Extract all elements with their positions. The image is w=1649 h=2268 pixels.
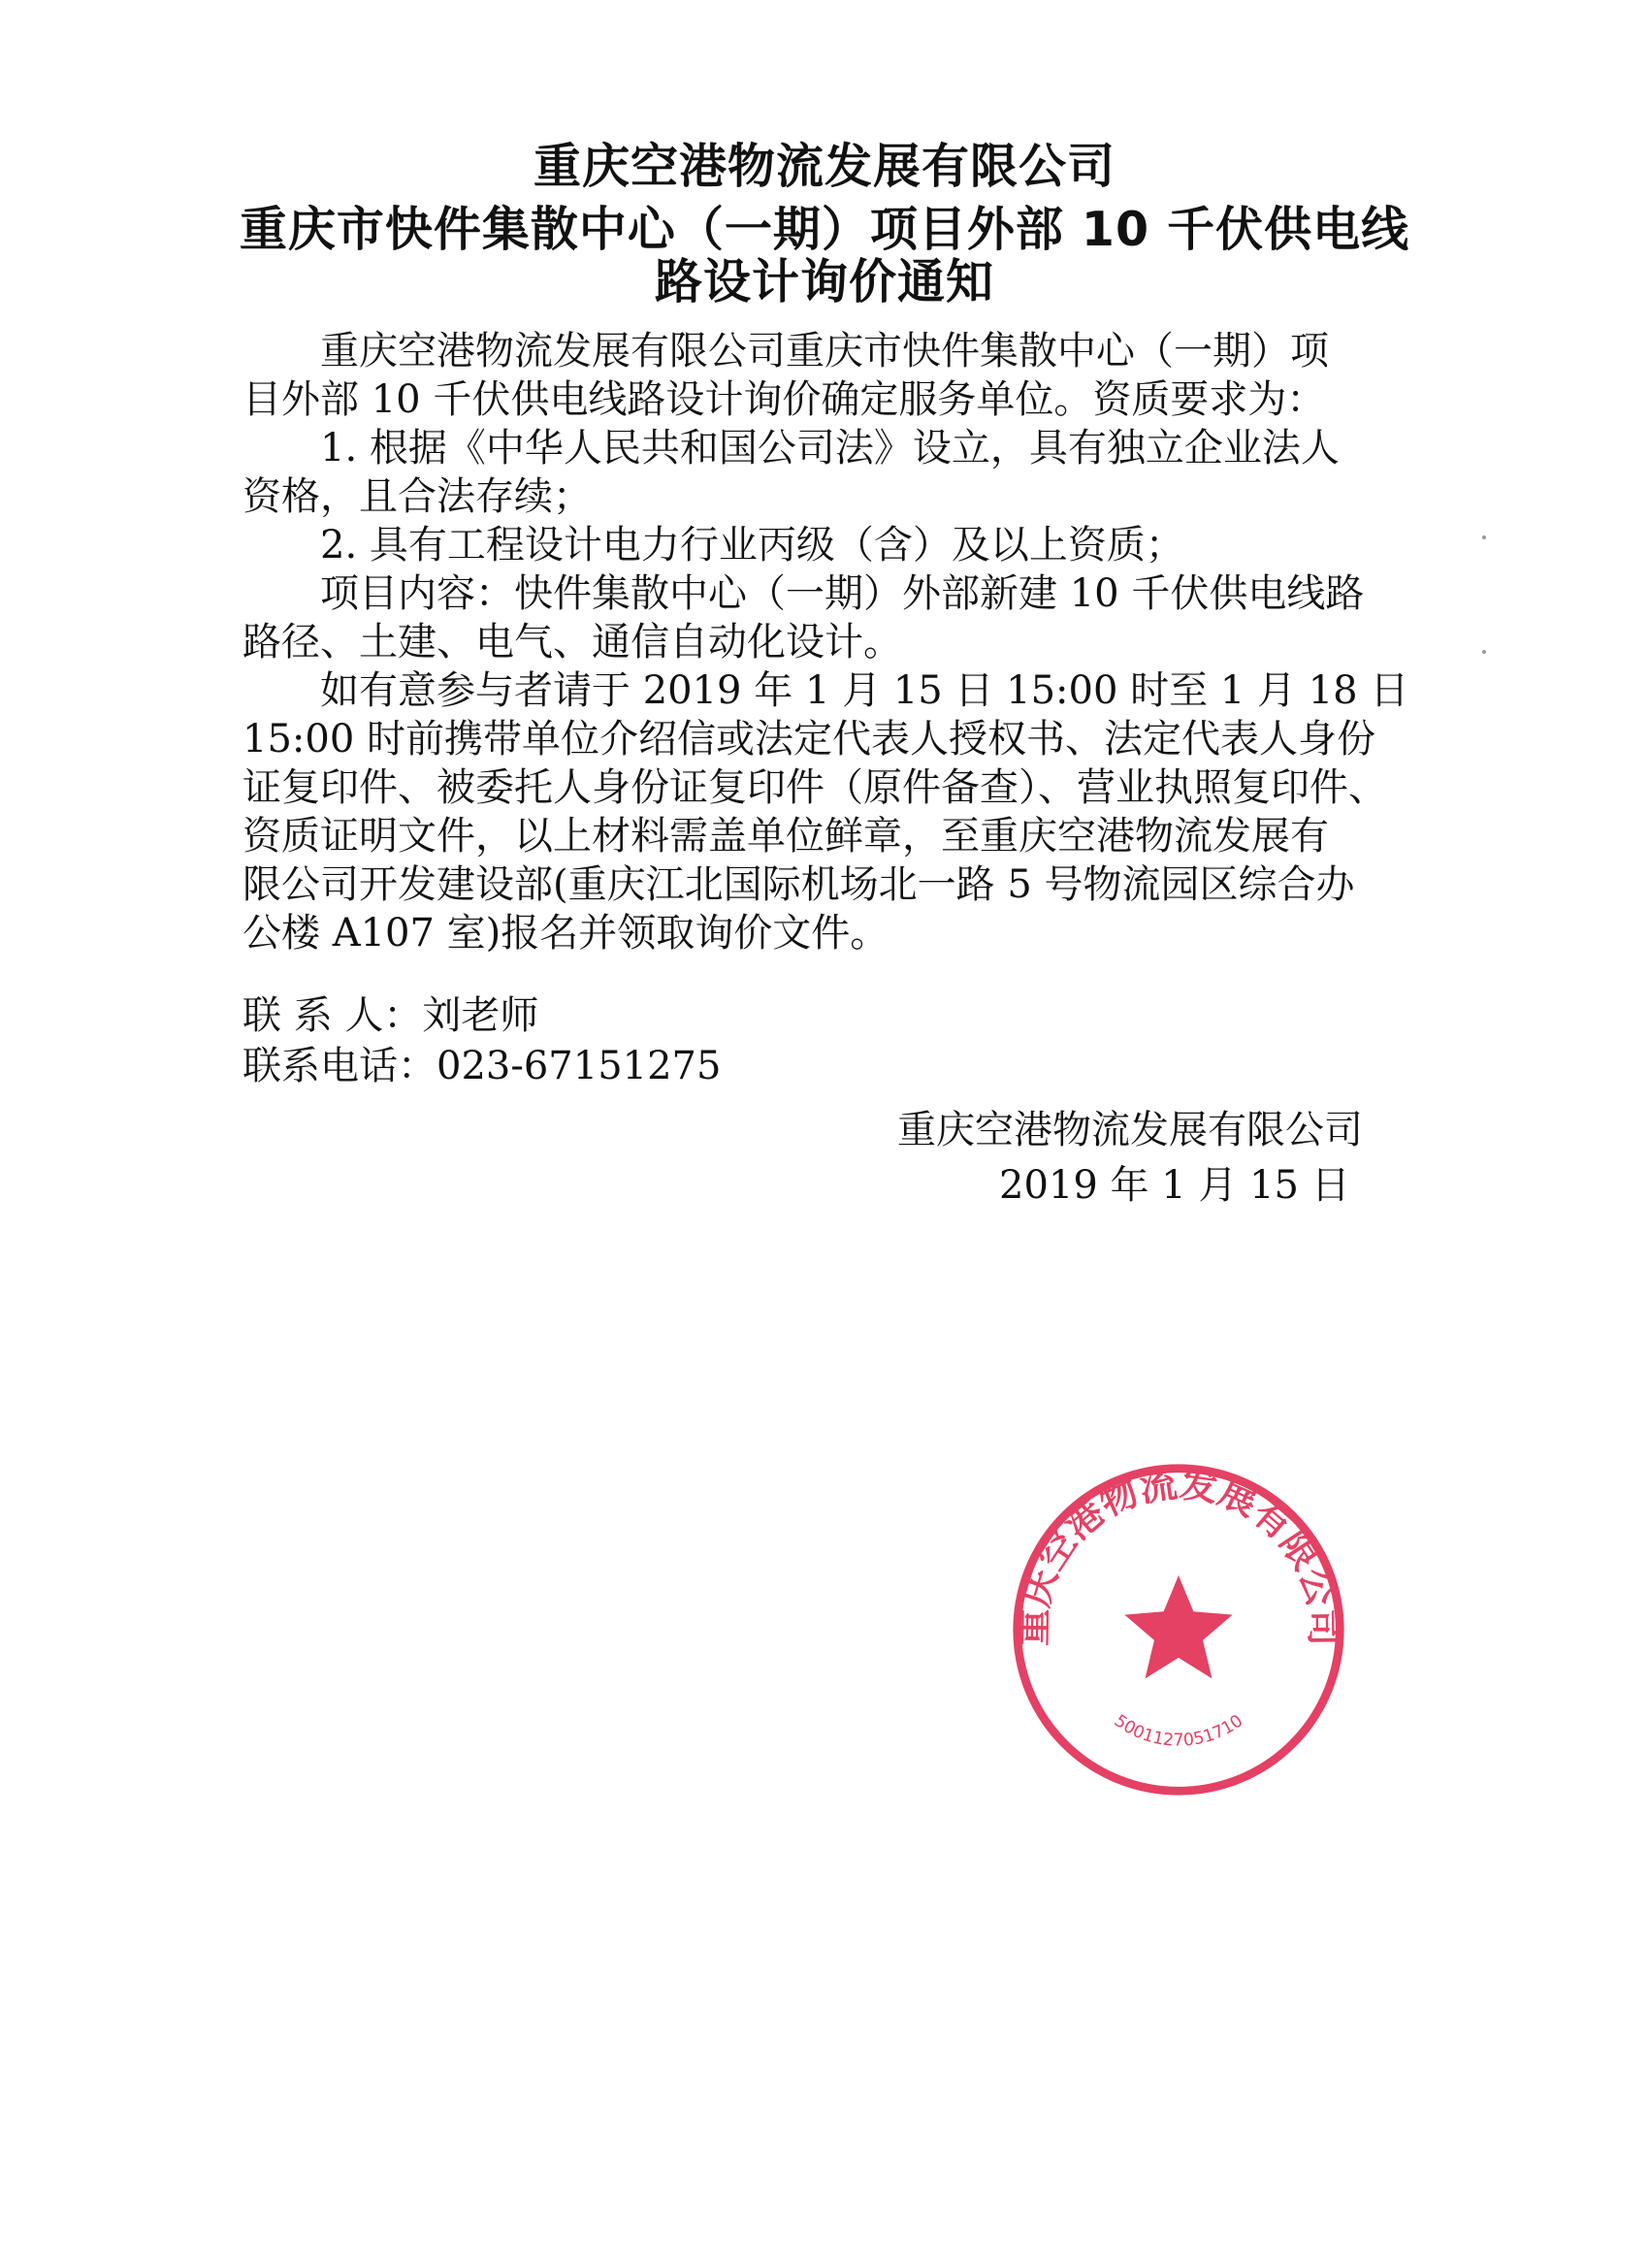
body-line: 路径、土建、电气、通信自动化设计。 — [242, 620, 902, 664]
scan-speck — [1482, 535, 1486, 539]
seal-arc-text: 重庆空港物流发展有限公司 — [1012, 1462, 1345, 1647]
title-line-2: 重庆市快件集散中心（一期）项目外部 10 千伏供电线 — [239, 202, 1410, 257]
scan-speck — [1482, 650, 1486, 654]
body-line: 资格，且合法存续； — [242, 474, 592, 519]
seal-code: 5001127051710 — [1110, 1711, 1247, 1751]
body-line: 2. 具有工程设计电力行业丙级（含）及以上资质； — [320, 523, 1184, 567]
seal-star-icon — [1124, 1575, 1232, 1678]
title-line-1: 重庆空港物流发展有限公司 — [533, 139, 1116, 194]
contact-person: 联 系 人：刘老师 — [242, 993, 539, 1038]
title-line-3: 路设计询价通知 — [654, 254, 994, 309]
body-line: 如有意参与者请于 2019 年 1 月 15 日 15:00 时至 1 月 18 日 — [320, 668, 1409, 713]
body-line: 目外部 10 千伏供电线路设计询价确定服务单位。资质要求为： — [242, 377, 1326, 422]
body-line: 项目内容：快件集散中心（一期）外部新建 10 千伏供电线路 — [320, 571, 1365, 616]
body-line: 1. 根据《中华人民共和国公司法》设立，具有独立企业法人 — [320, 426, 1340, 470]
contact-phone: 联系电话：023-67151275 — [242, 1044, 722, 1088]
seal-ring — [1018, 1469, 1341, 1792]
company-seal — [1009, 1460, 1348, 1799]
body-line: 证复印件、被委托人身份证复印件（原件备查）、营业执照复印件、 — [242, 765, 1387, 810]
body-line: 资质证明文件，以上材料需盖单位鲜章，至重庆空港物流发展有 — [242, 814, 1329, 859]
signature-company: 重庆空港物流发展有限公司 — [897, 1108, 1363, 1152]
body-line: 重庆空港物流发展有限公司重庆市快件集散中心（一期）项 — [320, 329, 1329, 373]
body-line: 公楼 A107 室)报名并领取询价文件。 — [242, 911, 889, 956]
body-line: 限公司开发建设部(重庆江北国际机场北一路 5 号物流园区综合办 — [242, 862, 1355, 907]
body-line: 15:00 时前携带单位介绍信或法定代表人授权书、法定代表人身份 — [242, 717, 1375, 761]
signature-date: 2019 年 1 月 15 日 — [999, 1163, 1350, 1208]
